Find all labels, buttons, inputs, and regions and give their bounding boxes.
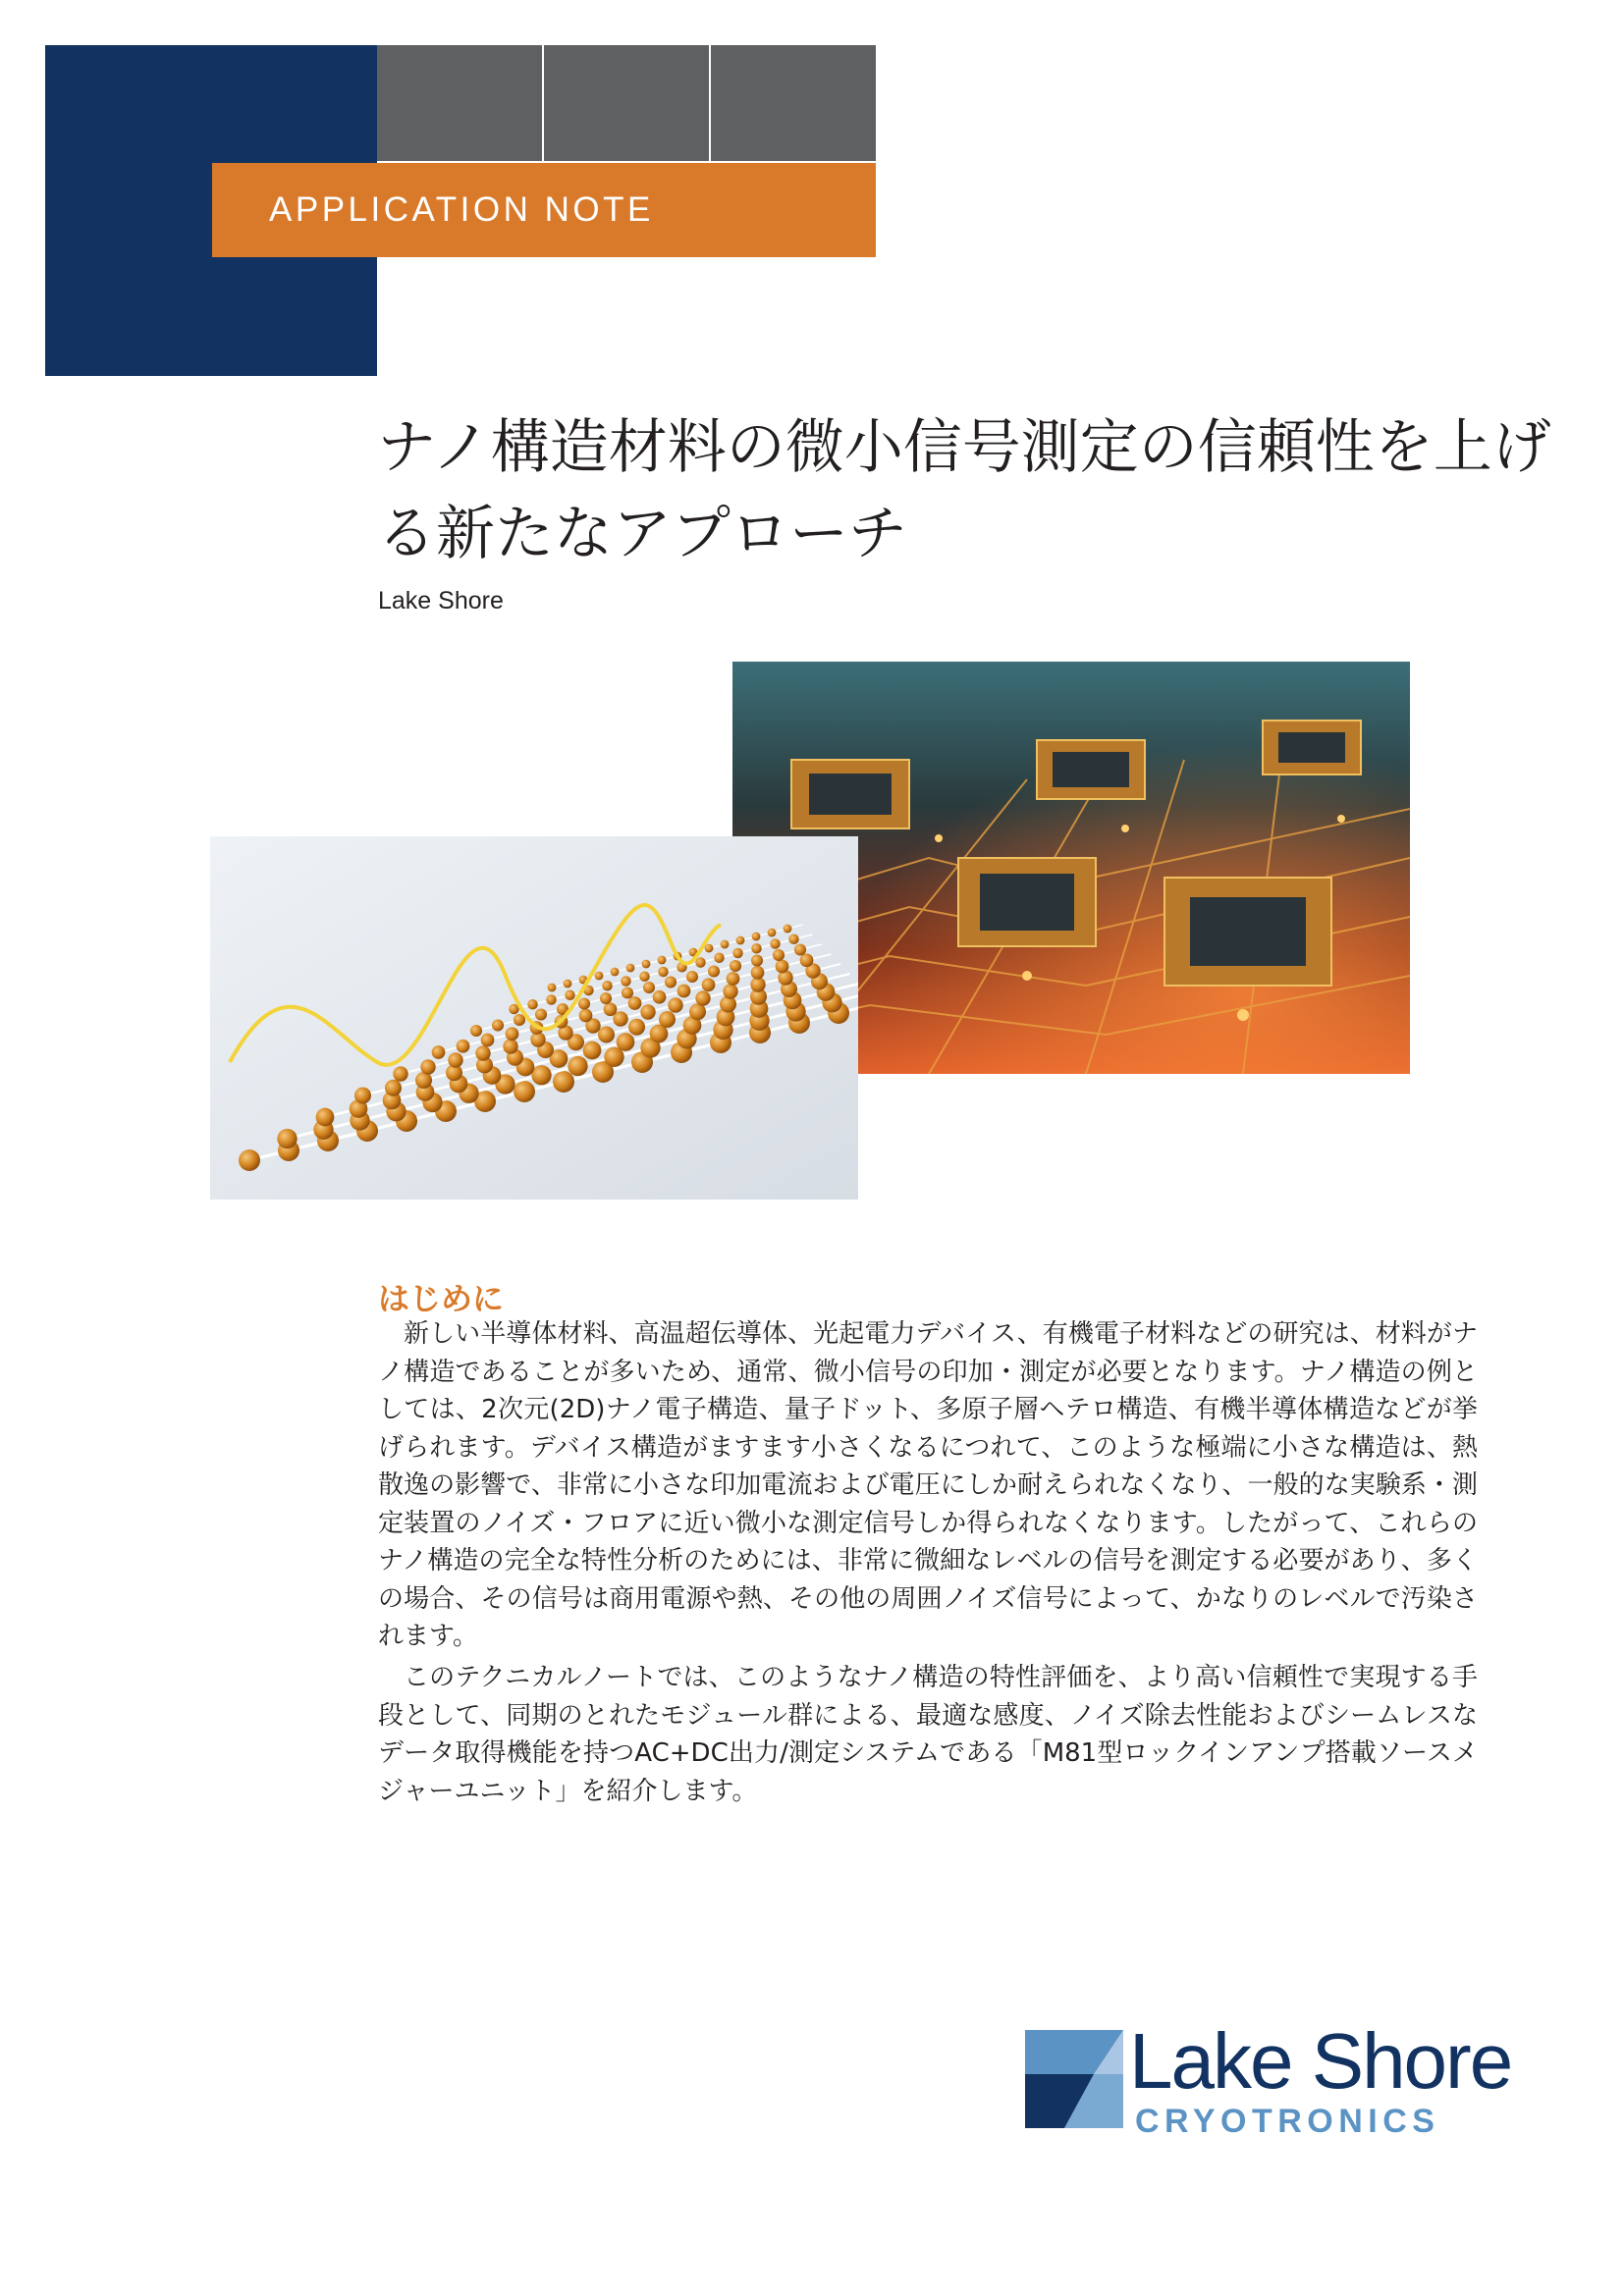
header-gray-block [711, 45, 876, 161]
logo-tagline: CRYOTRONICS [1135, 2103, 1440, 2140]
section-heading: はじめに [378, 1280, 505, 1317]
header-gray-block [377, 45, 542, 161]
document-title: ナノ構造材料の微小信号測定の信頼性を上げる新たなアプローチ [377, 413, 1551, 568]
lake-shore-logo-mark-icon [1025, 2030, 1123, 2128]
banner-label: APPLICATION NOTE [269, 190, 654, 229]
logo-name: Lake Shore [1129, 2017, 1512, 2105]
intro-paragraph: このテクニカルノートでは、このようなナノ構造の特性評価を、より高い信頼性で実現する手段として、同期のとれたモジュール群による、最適な感度、ノイズ除去性能およびシームレスなデータ取得機能を持つAC+DC出力/測定システムである「M81型ロックインアンプ搭載ソースメジャーユニット」を紹介します。 [378, 1663, 1478, 1806]
intro-paragraph: 新しい半導体材料、高温超伝導体、光起電力デバイス、有機電子材料などの研究は、材料がナノ構造であることが多いため、通常、微小信号の印加・測定が必要となります。ナノ構造の例としては、2次元(2D)ナノ電子構造、量子ドット、多原子層ヘテロ構造、有機半導体構造などが挙げられます。デバイス構造がますます小さくなるにつれて、このような極端に小さな構造は、熱散逸の影響で、非常に小さな印加電流および電圧にしか耐えられなくなり、一般的な実験系・測定装置のノイズ・フロアに近い微小な測定信号しか得られなくなります。したがって、これらのナノ構造の完全な特性分析のためには、非常に微細なレベルの信号を測定する必要があり、多くの場合、その信号は商用電源や熱、その他の周囲ノイズ信号によって、かなりのレベルで汚染されます。 [378, 1319, 1478, 1651]
header-gray-block [544, 45, 709, 161]
author: Lake Shore [378, 587, 504, 614]
header-banner [212, 163, 876, 257]
nanostructure-lattice-image [210, 836, 858, 1200]
